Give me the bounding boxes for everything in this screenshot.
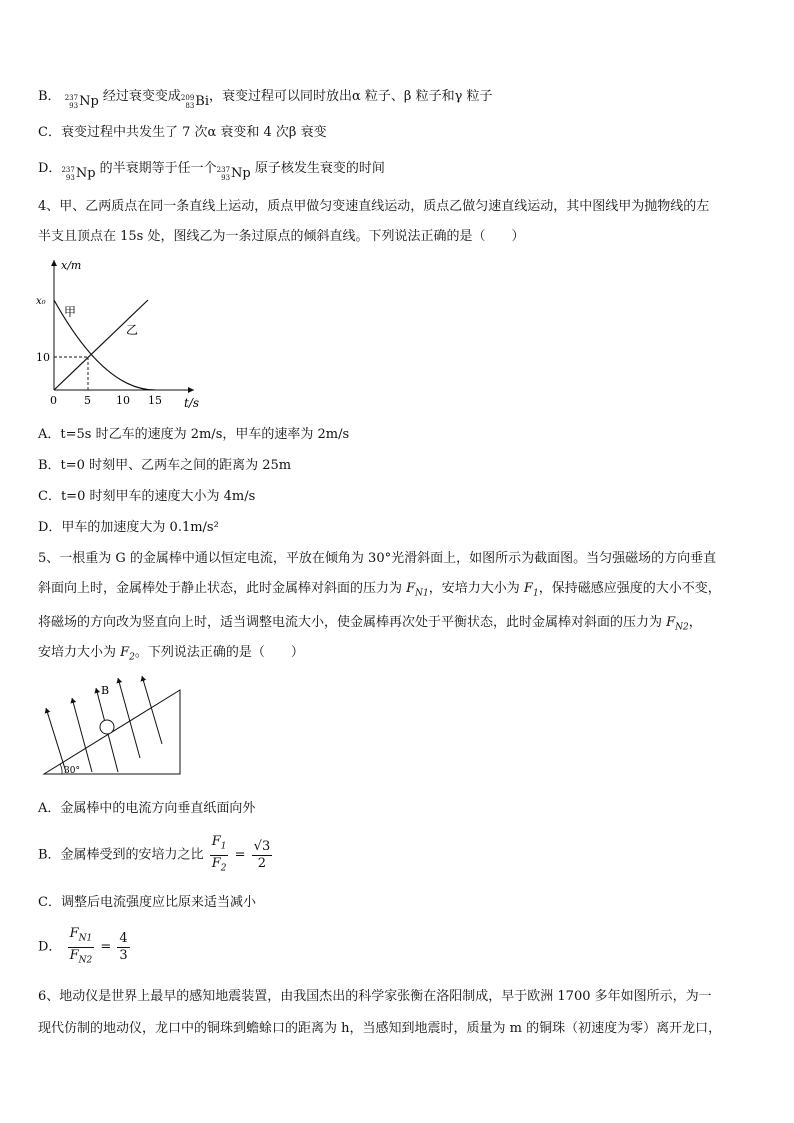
- symbol-f1: $F_1$: [523, 581, 539, 599]
- mass-number: 237: [64, 94, 79, 102]
- q3-option-c: C．衰变过程中共发生了 7 次α 衰变和 4 次β 衰变: [38, 125, 327, 140]
- q4-option-d: D．甲车的加速度大为 0.1m/s²: [38, 520, 219, 535]
- q3-option-b: [38, 88, 492, 111]
- ratio-sqrt3-2: [252, 839, 273, 872]
- angle-label: 30°: [64, 766, 80, 776]
- numerator: √3: [253, 838, 271, 854]
- numerator: 4: [119, 930, 128, 946]
- q5-stem-line3: [38, 614, 702, 637]
- symbol-fn2: $F_{N2}$: [666, 615, 689, 633]
- q5-option-c: C．调整后电流强度应比原来适当减小: [38, 895, 256, 910]
- numerator: $F_1$: [210, 834, 229, 856]
- atomic-number: 93: [65, 174, 75, 182]
- field-line-1: [46, 708, 66, 772]
- q4-stem-line2: 半支且顶点在 15s 处，图线乙为一条过原点的倾斜直线。下列说法正确的是（ ）: [38, 229, 525, 244]
- mass-number: 237: [61, 166, 75, 174]
- q4-xt-graph: [34, 252, 214, 412]
- ratio-f1-f2: [210, 834, 229, 876]
- element-symbol: Np: [231, 166, 251, 181]
- denominator: $F_2$: [211, 855, 227, 874]
- equals: =: [234, 847, 246, 863]
- y-tick-10: 10: [36, 351, 50, 364]
- option-label: B．: [38, 89, 61, 104]
- angle-arc: [60, 764, 62, 774]
- ratio-fn1-fn2: [68, 926, 95, 968]
- q5-stem-line4: [38, 644, 304, 667]
- q5-stem-line1: 5、一根重为 G 的金属棒中通以恒定电流，平放在倾角为 30°光滑斜面上，如图所示为截面图。当匀强磁场的方向垂直: [38, 551, 717, 566]
- nuclide-np: [65, 93, 99, 111]
- mass-number: 237: [216, 166, 231, 174]
- element-symbol: Bi: [195, 94, 210, 109]
- text: 的半衰期等于任一个: [95, 161, 217, 176]
- q5-option-a: A．金属棒中的电流方向垂直纸面向外: [38, 801, 256, 816]
- x0-label: x₀: [36, 296, 46, 307]
- mass-number: 209: [180, 94, 195, 102]
- option-label: D．: [38, 161, 62, 176]
- q5-option-d: [38, 926, 132, 968]
- x-tick-10: 10: [116, 394, 130, 407]
- field-line-2: [72, 698, 92, 772]
- text: ，保持磁感应强度的大小不变，: [538, 581, 721, 596]
- line-yi-label: 乙: [126, 323, 139, 337]
- text: ，衰变过程可以同时放出α 粒子、β 粒子和γ 粒子: [209, 89, 493, 104]
- field-line-5: [142, 676, 162, 744]
- element-symbol: Np: [75, 166, 96, 181]
- atomic-number: 93: [221, 174, 231, 182]
- denominator: 3: [119, 947, 128, 963]
- x-tick-15: 15: [148, 394, 162, 407]
- ratio-4-3: [117, 931, 129, 964]
- nuclide-np: [61, 165, 95, 183]
- option-label: D．: [38, 939, 62, 955]
- text: 。下列说法正确的是（ ）: [134, 645, 304, 660]
- field-line-4: [118, 678, 140, 758]
- q4-option-b: B．t=0 时刻甲、乙两车之间的距离为 25m: [38, 458, 292, 473]
- text: 斜面向上时，金属棒处于静止状态，此时金属棒对斜面的压力为: [38, 581, 407, 596]
- text: 经过衰变变成: [98, 89, 181, 104]
- q5-option-b: [38, 834, 274, 876]
- element-symbol: Np: [79, 94, 99, 109]
- q6-stem-line1: 6、地动仪是世界上最早的感知地震装置，由我国杰出的科学家张衡在洛阳制成，早于欧洲 1700 多年如图所示，为一: [38, 989, 712, 1004]
- text: 安培力大小为: [38, 645, 121, 660]
- comma: ，: [688, 615, 702, 630]
- symbol-f2: $F_2$: [120, 645, 135, 663]
- q4-option-c: C．t=0 时刻甲车的速度大小为 4m/s: [38, 489, 256, 504]
- equals: =: [100, 939, 112, 955]
- denominator: $F_{N2}$: [69, 947, 93, 966]
- field-label-b: B: [101, 684, 110, 697]
- x-axis-label: t/s: [184, 396, 200, 410]
- nuclide-np: [217, 165, 251, 183]
- x-tick-5: 5: [84, 394, 91, 407]
- curve-jia-label: 甲: [64, 305, 77, 319]
- symbol-fn1: $F_{N1}$: [406, 581, 429, 599]
- q5-incline-figure: [40, 672, 190, 782]
- denominator: 2: [257, 855, 267, 871]
- q6-stem-line2: 现代仿制的地动仪，龙口中的铜珠到蟾蜍口的距离为 h，当感知到地震时，质量为 m 的铜珠（初速度为零）离开龙口，: [38, 1021, 722, 1036]
- x-tick-0: 0: [50, 394, 57, 407]
- numerator: $F_{N1}$: [68, 926, 95, 948]
- q3-option-d: [38, 160, 385, 183]
- metal-rod-cross-section: [100, 720, 114, 734]
- text: B．金属棒受到的安培力之比: [38, 847, 204, 863]
- y-axis-label: x/m: [61, 259, 82, 272]
- text: 将磁场的方向改为竖直向上时，适当调整电流大小，使金属棒再次处于平衡状态，此时金属棒对斜面的压力为: [38, 615, 667, 630]
- text: ，安培力大小为: [428, 581, 524, 596]
- q5-stem-line2: [38, 580, 721, 603]
- q4-option-a: A．t=5s 时乙车的速度为 2m/s，甲车的速率为 2m/s: [38, 427, 350, 442]
- atomic-number: 83: [185, 102, 195, 110]
- nuclide-bi: [181, 93, 209, 111]
- text: 原子核发生衰变的时间: [250, 161, 385, 176]
- q4-stem-line1: 4、甲、乙两质点在同一条直线上运动，质点甲做匀变速直线运动，质点乙做匀速直线运动，其中图线甲为抛物线的左: [38, 199, 710, 214]
- atomic-number: 93: [69, 102, 79, 110]
